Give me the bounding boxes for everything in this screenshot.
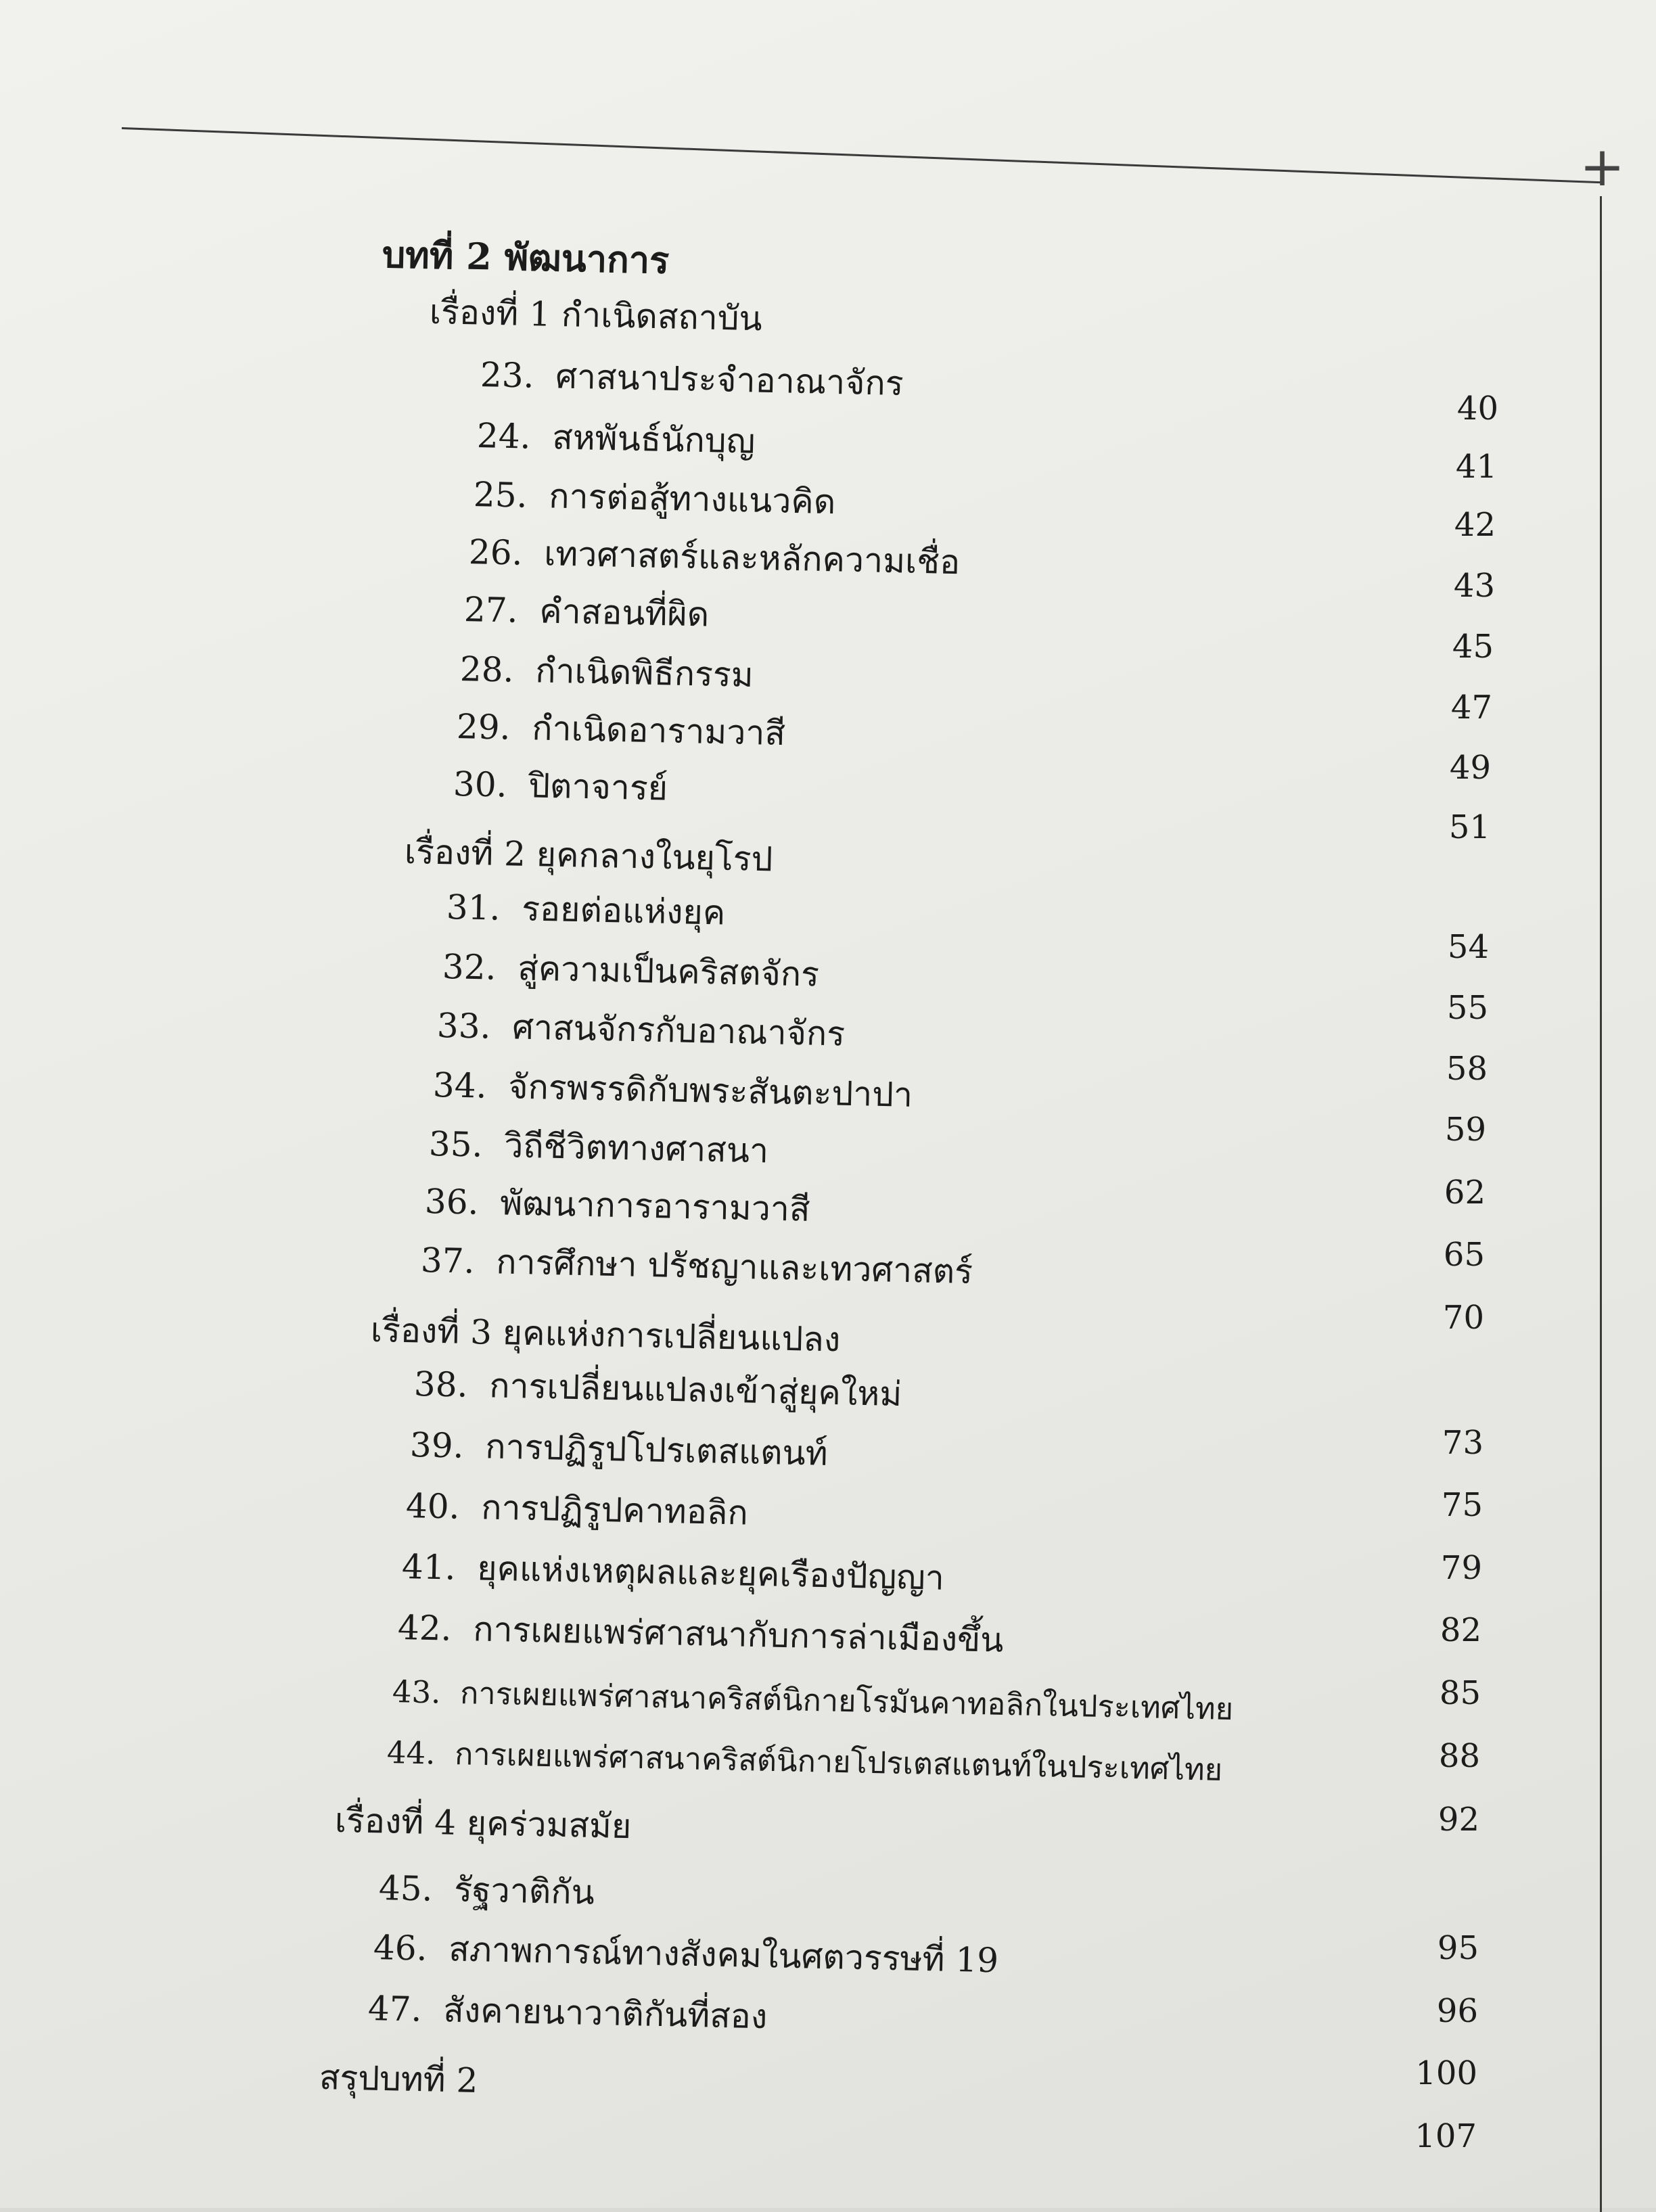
toc-entry: 25. การต่อสู้ทางแนวคิด [473, 475, 836, 522]
page-number: 40 [1456, 390, 1498, 428]
section-title: เรื่องที่ 2 ยุคกลางในยุโรป [404, 832, 773, 879]
toc-entry: 41. ยุคแห่งเหตุผลและยุคเรืองปัญญา [401, 1547, 945, 1598]
page-number: 41 [1455, 448, 1497, 486]
page-number: 54 [1447, 928, 1489, 966]
chapter-title: บทที่ 2 พัฒนาการ [382, 233, 670, 282]
toc-entry: 44. การเผยแพร่ศาสนาคริสต์นิกายโปรเตสแตนท์ในประเทศไทย [386, 1734, 1223, 1788]
page-number: 96 [1436, 1992, 1478, 2030]
page-number: 82 [1440, 1611, 1481, 1649]
page-number: 55 [1446, 989, 1488, 1027]
toc-entry: 28. กำเนิดพิธีกรรม [459, 649, 754, 695]
toc-entry: 37. การศึกษา ปรัชญาและเทวศาสตร์ [420, 1241, 973, 1292]
crop-mark-icon: + [1580, 135, 1626, 198]
page-number: 95 [1437, 1929, 1479, 1967]
toc-entry: 35. วิถีชีวิตทางศาสนา [428, 1124, 769, 1171]
section-title: เรื่องที่ 4 ยุคร่วมสมัย [334, 1801, 632, 1847]
toc-entry: 43. การเผยแพร่ศาสนาคริสต์นิกายโรมันคาทอลิกในประเทศไทย [392, 1674, 1234, 1728]
page-number: 62 [1444, 1174, 1486, 1212]
toc-entry: 38. การเปลี่ยนแปลงเข้าสู่ยุคใหม่ [413, 1364, 902, 1414]
toc-entry: 40. การปฏิรูปคาทอลิก [405, 1486, 749, 1533]
page-number: 58 [1446, 1050, 1488, 1088]
summary-label: สรุปบทที่ 2 [319, 2058, 479, 2100]
page-number: 43 [1453, 567, 1495, 605]
page-number: 88 [1438, 1737, 1480, 1775]
toc-entry: 29. กำเนิดอารามวาสี [456, 707, 786, 754]
toc-entry: 32. สู่ความเป็นคริสตจักร [442, 947, 820, 994]
page-number: 75 [1441, 1486, 1483, 1524]
page-number: 51 [1448, 808, 1490, 846]
toc-entry: 39. การปฏิรูปโปรเตสแตนท์ [409, 1425, 829, 1473]
toc-entry: 27. คำสอนที่ผิด [463, 590, 710, 635]
toc-entry: 33. ศาสนจักรกับอาณาจักร [436, 1006, 846, 1054]
page-number: 70 [1442, 1299, 1484, 1337]
toc-entry: 23. ศาสนาประจำอาณาจักร [480, 355, 904, 404]
toc-entry: 34. จักรพรรดิกับพระสันตะปาปา [432, 1065, 913, 1115]
page-number: 107 [1414, 2117, 1477, 2155]
toc-entry: 47. สังคายนาวาติกันที่สอง [367, 1989, 768, 2037]
toc-entry: 36. พัฒนาการอารามวาสี [424, 1182, 811, 1229]
section-title: เรื่องที่ 1 กำเนิดสถาบัน [429, 292, 763, 339]
toc-entry: 42. การเผยแพร่ศาสนากับการล่าเมืองขึ้น [397, 1608, 1005, 1660]
toc-entry: 30. ปิตาจารย์ [453, 764, 668, 808]
page-number: 100 [1415, 2054, 1477, 2092]
page-number: 79 [1440, 1549, 1482, 1587]
section-title: เรื่องที่ 3 ยุคแห่งการเปลี่ยนแปลง [370, 1310, 841, 1360]
page-number: 85 [1439, 1674, 1481, 1712]
page-number: 47 [1450, 689, 1492, 727]
page-number: 42 [1454, 506, 1496, 544]
page-number: 92 [1438, 1801, 1479, 1839]
toc-entry: 46. สภาพการณ์ทางสังคมในศตวรรษที่ 19 [373, 1928, 999, 1981]
page-number: 65 [1443, 1236, 1485, 1274]
page-number: 49 [1449, 749, 1491, 787]
toc-entry: 45. รัฐวาติกัน [378, 1868, 595, 1912]
page-number: 73 [1442, 1424, 1484, 1462]
page-number: 59 [1444, 1111, 1486, 1149]
toc-entry: 26. เทวศาสตร์และหลักความเชื่อ [468, 532, 961, 582]
toc-entry: 31. รอยต่อแห่งยุค [446, 888, 726, 933]
toc-entry: 24. สหพันธ์นักบุญ [476, 416, 756, 461]
page-number: 45 [1452, 628, 1494, 666]
